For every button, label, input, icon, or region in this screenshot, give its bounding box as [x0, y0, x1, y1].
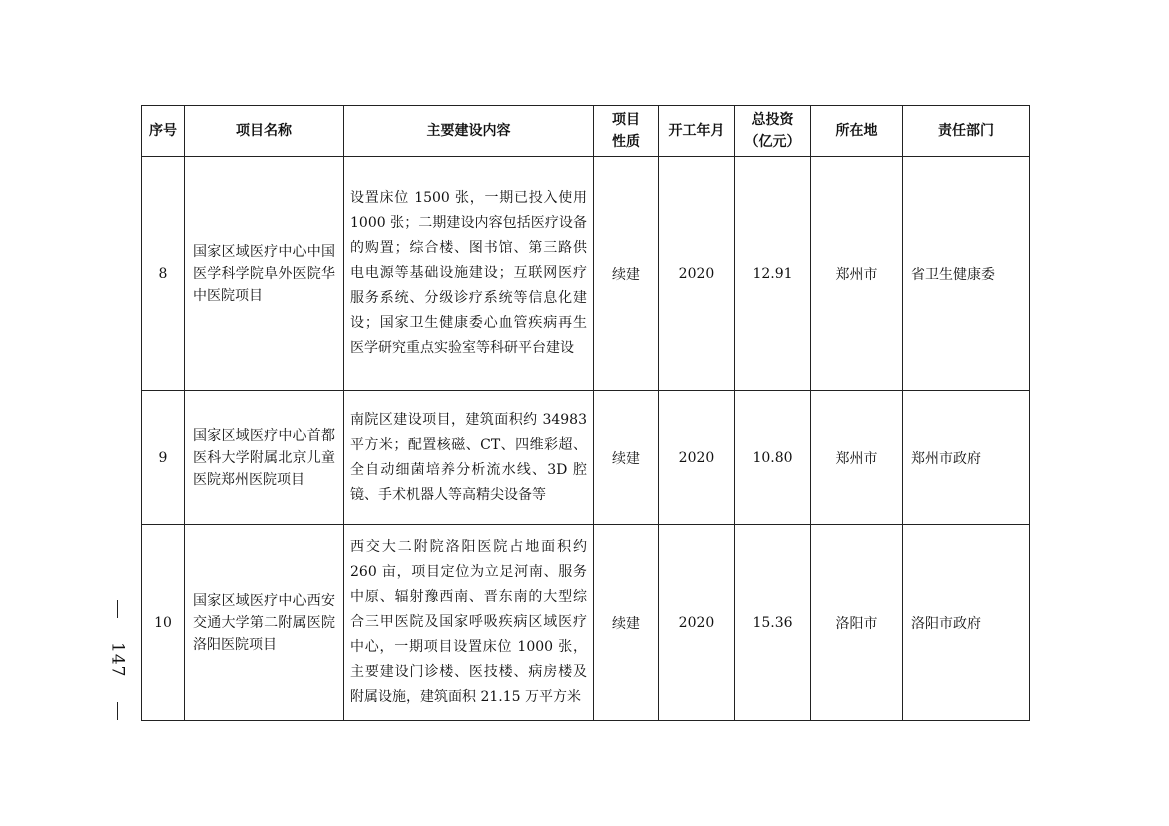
header-start: 开工年月 — [659, 106, 735, 157]
header-invest-line2: （亿元） — [744, 134, 801, 150]
row-seq: 9 — [142, 391, 185, 525]
row-start: 2020 — [659, 157, 735, 391]
row-name: 国家区域医疗中心首都医科大学附属北京儿童医院郑州医院项目 — [185, 391, 344, 525]
row-invest: 15.36 — [735, 525, 811, 721]
row-dept: 洛阳市政府 — [903, 525, 1030, 721]
row-invest: 10.80 — [735, 391, 811, 525]
table-row — [142, 157, 1030, 391]
project-table — [141, 105, 1030, 721]
row-content: 西交大二附院洛阳医院占地面积约 260 亩，项目定位为立足河南、服务中原、辐射豫西南、晋东南的大型综合三甲医院及国家呼吸疾病区域医疗中心，一期项目设置床位 1000 张，主要建设门诊楼、医技楼、病房楼及附属设施，建筑面积 21.15 万平方米 — [344, 525, 594, 721]
table-row — [142, 391, 1030, 525]
header-invest-line1: 总投资 — [751, 112, 794, 128]
row-name: 国家区域医疗中心西安交通大学第二附属医院洛阳医院项目 — [185, 525, 344, 721]
page-number-text: 147 — [107, 642, 128, 678]
row-nature: 续建 — [594, 157, 659, 391]
table-row — [142, 525, 1030, 721]
row-nature: 续建 — [594, 525, 659, 721]
row-nature: 续建 — [594, 391, 659, 525]
header-nature — [594, 106, 659, 157]
row-location: 郑州市 — [811, 391, 903, 525]
page-number-dash-bottom — [117, 702, 118, 720]
row-dept: 郑州市政府 — [903, 391, 1030, 525]
row-dept: 省卫生健康委 — [903, 157, 1030, 391]
row-start: 2020 — [659, 391, 735, 525]
page-number-dash-top — [117, 600, 118, 618]
header-dept: 责任部门 — [903, 106, 1030, 157]
row-name: 国家区域医疗中心中国医学科学院阜外医院华中医院项目 — [185, 157, 344, 391]
row-seq: 8 — [142, 157, 185, 391]
row-content: 设置床位 1500 张，一期已投入使用 1000 张；二期建设内容包括医疗设备的购置；综合楼、图书馆、第三路供电电源等基础设施建设；互联网医疗服务系统、分级诊疗系统等信息化建设；国家卫生健康委心血管疾病再生医学研究重点实验室等科研平台建设 — [344, 157, 594, 391]
header-seq: 序号 — [142, 106, 185, 157]
row-seq: 10 — [142, 525, 185, 721]
header-nature-line2: 性质 — [612, 134, 640, 150]
header-nature-line1: 项目 — [612, 112, 640, 128]
row-content: 南院区建设项目，建筑面积约 34983 平方米；配置核磁、CT、四维彩超、全自动细菌培养分析流水线、3D 腔镜、手术机器人等高精尖设备等 — [344, 391, 594, 525]
header-invest — [735, 106, 811, 157]
header-content: 主要建设内容 — [344, 106, 594, 157]
row-location: 郑州市 — [811, 157, 903, 391]
row-location: 洛阳市 — [811, 525, 903, 721]
header-name: 项目名称 — [185, 106, 344, 157]
row-invest: 12.91 — [735, 157, 811, 391]
header-location: 所在地 — [811, 106, 903, 157]
row-start: 2020 — [659, 525, 735, 721]
table-header-row — [142, 106, 1030, 157]
page-number — [104, 600, 130, 720]
